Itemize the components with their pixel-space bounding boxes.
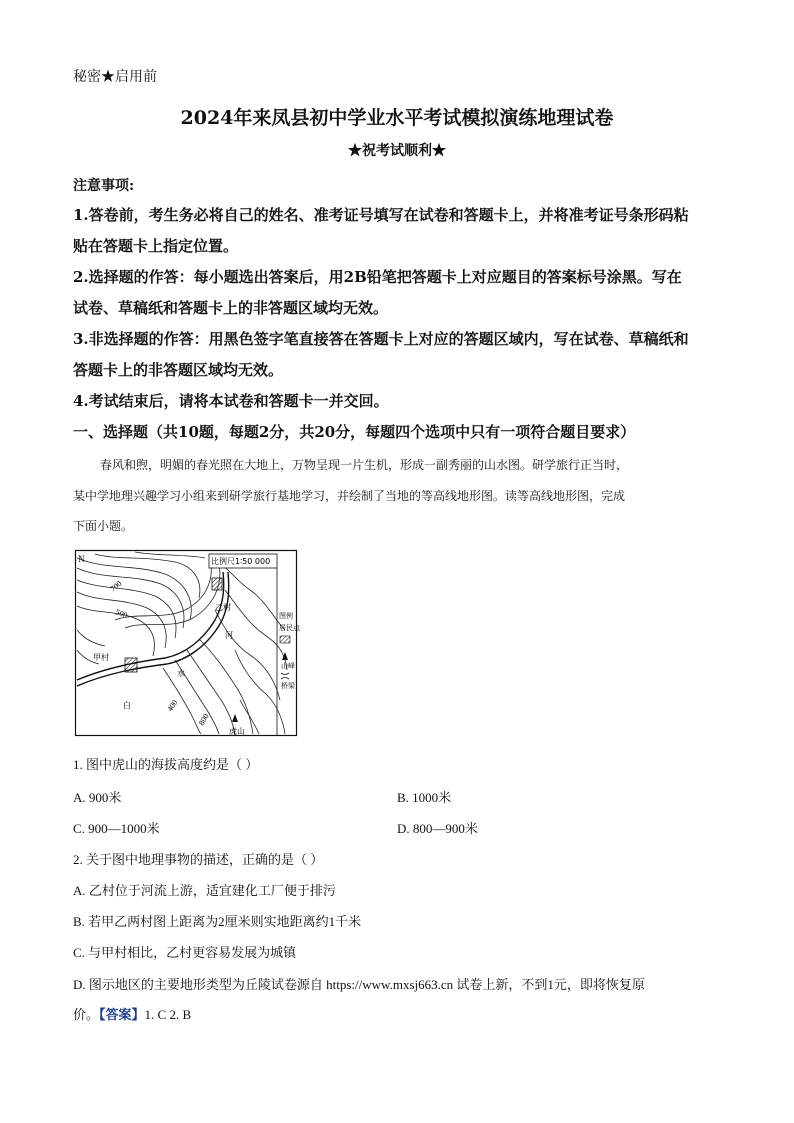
map-scale: 比例尺1∶50 000 <box>211 557 271 566</box>
section-heading: 一、选择题（共10题，每题2分，共20分，每题四个选项中只有一项符合题目要求） <box>73 423 636 441</box>
answer-label: 【答案】 <box>99 1007 145 1022</box>
notes-heading: 注意事项: <box>73 178 135 194</box>
contour-label: 700 <box>108 578 124 594</box>
question-option: B. 若甲乙两村图上距离为2厘米则实地距离约1千米 <box>73 914 362 929</box>
contour-map <box>75 550 300 736</box>
peak-label: 虎山 <box>229 727 245 736</box>
exam-wish: ★祝考试顺利★ <box>348 143 446 159</box>
exam-title: 2024年来凤县初中学业水平考试模拟演练地理试卷 <box>180 107 614 129</box>
note-line: 3.非选择题的作答：用黑色签字笔直接答在答题卡上对应的答题区域内，写在试卷、草稿纸和 <box>73 330 689 348</box>
legend-peak: 山峰 <box>281 662 295 670</box>
confidential-mark: 秘密★启用前 <box>73 69 157 85</box>
legend-title: 图例 <box>279 612 293 620</box>
tail-text: 价。 <box>73 1007 100 1022</box>
village-jia: 甲村 <box>93 653 109 662</box>
question-option: A. 乙村位于河流上游，适宜建化工厂便于排污 <box>73 883 336 898</box>
north-label: N <box>78 554 85 564</box>
question-option: D. 800—900米 <box>397 821 478 836</box>
question-option: C. 900—1000米 <box>73 821 160 836</box>
river-char: 水 <box>177 669 185 678</box>
note-line: 贴在答题卡上指定位置。 <box>73 237 239 255</box>
note-line: 答题卡上的非答题区域均无效。 <box>73 361 284 379</box>
legend-bridge: 桥梁 <box>281 682 295 690</box>
passage-line: 某中学地理兴趣学习小组来到研学旅行基地学习，并绘制了当地的等高线地形图。读等高线地形图，完成 <box>73 489 626 503</box>
contour-label: 800 <box>196 712 211 727</box>
contour-label: 400 <box>165 698 180 714</box>
contour-label: 500 <box>114 607 129 620</box>
passage-line: 春风和煦，明媚的春光照在大地上，万物呈现一片生机，形成一副秀丽的山水图。研学旅行正当时， <box>100 458 629 472</box>
note-line: 1.答卷前，考生务必将自己的姓名、准考证号填写在试卷和答题卡上，并将准考证号条形码粘 <box>73 206 689 224</box>
question-stem: 2. 关于图中地理事物的描述，正确的是（ ） <box>73 852 324 867</box>
answer-values: 1. C 2. B <box>144 1007 192 1022</box>
village-yi: 乙村 <box>215 603 231 612</box>
question-stem: 1. 图中虎山的海拔高度约是（ ） <box>73 757 259 772</box>
question-option: D. 图示地区的主要地形类型为丘陵试卷源自 https://www.mxsj663.cn 试卷上新，不到1元，即将恢复原 <box>73 977 645 992</box>
note-line: 试卷、草稿纸和答题卡上的非答题区域均无效。 <box>73 299 389 317</box>
answer-line <box>73 1004 191 1023</box>
note-line: 2.选择题的作答：每小题选出答案后，用2B铅笔把答题卡上对应题目的答案标号涂黑。写在 <box>73 268 682 286</box>
passage-line: 下面小题。 <box>73 519 134 533</box>
question-option: C. 与甲村相比，乙村更容易发展为城镇 <box>73 945 297 960</box>
river-char: 河 <box>225 631 233 640</box>
question-option: B. 1000米 <box>397 790 452 805</box>
legend-settlement: 居民点 <box>279 624 300 632</box>
river-char: 白 <box>123 701 131 710</box>
note-line: 4.考试结束后，请将本试卷和答题卡一并交回。 <box>73 392 389 410</box>
question-option: A. 900米 <box>73 790 122 805</box>
